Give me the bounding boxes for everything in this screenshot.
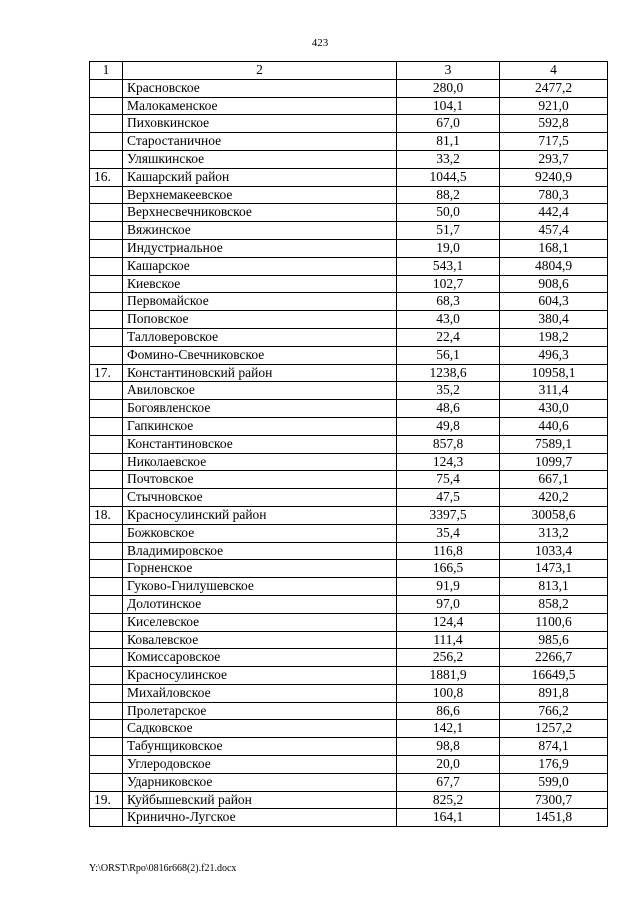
row-value-col3: 543,1	[397, 257, 500, 275]
row-name: Пролетарское	[123, 702, 397, 720]
row-index	[90, 524, 123, 542]
table-row	[90, 364, 608, 382]
row-value-col3: 51,7	[397, 222, 500, 240]
file-path-footer: Y:\ORST\Rpo\0816r668(2).f21.docx	[89, 863, 237, 874]
row-value-col3: 1238,6	[397, 364, 500, 382]
table-row	[90, 506, 608, 524]
row-name: Михайловское	[123, 684, 397, 702]
row-name: Фомино-Свечниковское	[123, 346, 397, 364]
row-value-col3: 68,3	[397, 293, 500, 311]
row-name: Верхнесвечниковское	[123, 204, 397, 222]
row-value-col4: 7589,1	[500, 435, 608, 453]
row-index	[90, 471, 123, 489]
row-value-col4: 311,4	[500, 382, 608, 400]
row-name: Вяжинское	[123, 222, 397, 240]
table-row	[90, 400, 608, 418]
row-value-col3: 116,8	[397, 542, 500, 560]
row-index	[90, 79, 123, 97]
row-name: Красновское	[123, 79, 397, 97]
row-index	[90, 293, 123, 311]
row-value-col3: 43,0	[397, 311, 500, 329]
row-value-col3: 35,2	[397, 382, 500, 400]
row-value-col4: 10958,1	[500, 364, 608, 382]
row-value-col3: 3397,5	[397, 506, 500, 524]
row-value-col4: 440,6	[500, 417, 608, 435]
row-index	[90, 275, 123, 293]
row-name: Индустриальное	[123, 239, 397, 257]
row-value-col3: 111,4	[397, 631, 500, 649]
row-name: Старостаничное	[123, 133, 397, 151]
row-value-col4: 766,2	[500, 702, 608, 720]
table-row	[90, 257, 608, 275]
row-name: Малокаменское	[123, 97, 397, 115]
row-name: Верхнемакеевское	[123, 186, 397, 204]
table-row	[90, 773, 608, 791]
row-value-col4: 667,1	[500, 471, 608, 489]
row-value-col3: 86,6	[397, 702, 500, 720]
row-name: Константиновский район	[123, 364, 397, 382]
row-value-col4: 380,4	[500, 311, 608, 329]
row-index	[90, 417, 123, 435]
row-index	[90, 382, 123, 400]
row-name: Комиссаровское	[123, 649, 397, 667]
table-row	[90, 204, 608, 222]
row-index	[90, 667, 123, 685]
table-row	[90, 471, 608, 489]
table-row	[90, 417, 608, 435]
row-name: Табунщиковское	[123, 738, 397, 756]
row-value-col3: 47,5	[397, 489, 500, 507]
table-row	[90, 435, 608, 453]
table-row	[90, 79, 608, 97]
table-row	[90, 702, 608, 720]
row-name: Ударниковское	[123, 773, 397, 791]
row-value-col4: 176,9	[500, 756, 608, 774]
row-index	[90, 257, 123, 275]
table-row	[90, 684, 608, 702]
header-col-4: 4	[500, 62, 608, 80]
row-value-col4: 813,1	[500, 578, 608, 596]
row-value-col4: 874,1	[500, 738, 608, 756]
row-index	[90, 311, 123, 329]
table-row	[90, 453, 608, 471]
table-row	[90, 791, 608, 809]
row-value-col4: 313,2	[500, 524, 608, 542]
row-name: Стычновское	[123, 489, 397, 507]
table-row	[90, 239, 608, 257]
table-row	[90, 524, 608, 542]
row-value-col4: 442,4	[500, 204, 608, 222]
table-row	[90, 275, 608, 293]
row-index	[90, 186, 123, 204]
page-number: 423	[311, 37, 329, 49]
row-value-col4: 7300,7	[500, 791, 608, 809]
row-name: Константиновское	[123, 435, 397, 453]
row-index	[90, 773, 123, 791]
row-index: 19.	[90, 791, 123, 809]
row-value-col4: 2477,2	[500, 79, 608, 97]
row-value-col4: 496,3	[500, 346, 608, 364]
row-value-col3: 19,0	[397, 239, 500, 257]
row-index	[90, 720, 123, 738]
table-header-row	[90, 62, 608, 80]
row-index: 16.	[90, 168, 123, 186]
row-name: Богоявленское	[123, 400, 397, 418]
table-row	[90, 578, 608, 596]
row-name: Горненское	[123, 560, 397, 578]
row-value-col4: 908,6	[500, 275, 608, 293]
row-value-col4: 16649,5	[500, 667, 608, 685]
row-name: Киевское	[123, 275, 397, 293]
row-value-col4: 168,1	[500, 239, 608, 257]
row-value-col4: 1033,4	[500, 542, 608, 560]
row-value-col4: 1257,2	[500, 720, 608, 738]
row-index	[90, 489, 123, 507]
row-value-col4: 457,4	[500, 222, 608, 240]
table-row	[90, 97, 608, 115]
row-name: Киселевское	[123, 613, 397, 631]
row-name: Гапкинское	[123, 417, 397, 435]
row-value-col3: 22,4	[397, 328, 500, 346]
row-index: 17.	[90, 364, 123, 382]
row-index	[90, 400, 123, 418]
row-value-col3: 164,1	[397, 809, 500, 827]
row-value-col3: 56,1	[397, 346, 500, 364]
row-name: Садковское	[123, 720, 397, 738]
row-name: Первомайское	[123, 293, 397, 311]
table-row	[90, 115, 608, 133]
row-index	[90, 133, 123, 151]
row-index	[90, 222, 123, 240]
header-col-3: 3	[397, 62, 500, 80]
row-name: Кашарский район	[123, 168, 397, 186]
row-name: Ковалевское	[123, 631, 397, 649]
row-value-col3: 825,2	[397, 791, 500, 809]
table-row	[90, 613, 608, 631]
row-index	[90, 328, 123, 346]
row-value-col3: 102,7	[397, 275, 500, 293]
row-name: Талловеровское	[123, 328, 397, 346]
table-row	[90, 382, 608, 400]
row-value-col4: 592,8	[500, 115, 608, 133]
row-value-col3: 857,8	[397, 435, 500, 453]
row-name: Красносулинский район	[123, 506, 397, 524]
row-value-col3: 97,0	[397, 595, 500, 613]
row-value-col4: 1100,6	[500, 613, 608, 631]
table-row	[90, 560, 608, 578]
row-name: Кринично-Лугское	[123, 809, 397, 827]
row-index	[90, 649, 123, 667]
row-name: Авиловское	[123, 382, 397, 400]
row-index	[90, 578, 123, 596]
row-value-col4: 1473,1	[500, 560, 608, 578]
table-row	[90, 649, 608, 667]
row-value-col3: 100,8	[397, 684, 500, 702]
table-row	[90, 328, 608, 346]
row-index: 18.	[90, 506, 123, 524]
row-index	[90, 150, 123, 168]
row-index	[90, 595, 123, 613]
row-index	[90, 738, 123, 756]
row-value-col3: 1881,9	[397, 667, 500, 685]
row-name: Углеродовское	[123, 756, 397, 774]
row-value-col3: 166,5	[397, 560, 500, 578]
table-row	[90, 667, 608, 685]
table-row	[90, 311, 608, 329]
table-row	[90, 186, 608, 204]
header-col-1: 1	[90, 62, 123, 80]
row-value-col4: 293,7	[500, 150, 608, 168]
table-row	[90, 133, 608, 151]
table-row	[90, 150, 608, 168]
table-row	[90, 489, 608, 507]
row-value-col3: 81,1	[397, 133, 500, 151]
data-table	[89, 61, 608, 827]
row-value-col3: 88,2	[397, 186, 500, 204]
row-value-col3: 33,2	[397, 150, 500, 168]
row-value-col4: 717,5	[500, 133, 608, 151]
row-index	[90, 239, 123, 257]
row-value-col4: 858,2	[500, 595, 608, 613]
row-value-col3: 142,1	[397, 720, 500, 738]
row-name: Пиховкинское	[123, 115, 397, 133]
row-value-col3: 48,6	[397, 400, 500, 418]
row-value-col3: 124,3	[397, 453, 500, 471]
row-index	[90, 809, 123, 827]
row-value-col4: 891,8	[500, 684, 608, 702]
row-index	[90, 542, 123, 560]
row-value-col3: 1044,5	[397, 168, 500, 186]
row-name: Кашарское	[123, 257, 397, 275]
row-value-col3: 98,8	[397, 738, 500, 756]
row-index	[90, 97, 123, 115]
table-row	[90, 631, 608, 649]
row-name: Долотинское	[123, 595, 397, 613]
row-value-col4: 1099,7	[500, 453, 608, 471]
row-index	[90, 560, 123, 578]
table-row	[90, 756, 608, 774]
row-value-col3: 50,0	[397, 204, 500, 222]
row-value-col3: 35,4	[397, 524, 500, 542]
row-name: Почтовское	[123, 471, 397, 489]
row-value-col4: 430,0	[500, 400, 608, 418]
table-row	[90, 542, 608, 560]
row-value-col4: 780,3	[500, 186, 608, 204]
row-name: Куйбышевский район	[123, 791, 397, 809]
row-name: Гуково-Гнилушевское	[123, 578, 397, 596]
table-row	[90, 346, 608, 364]
row-index	[90, 613, 123, 631]
row-name: Владимировское	[123, 542, 397, 560]
row-index	[90, 756, 123, 774]
row-index	[90, 684, 123, 702]
row-value-col4: 30058,6	[500, 506, 608, 524]
table-row	[90, 595, 608, 613]
row-value-col4: 599,0	[500, 773, 608, 791]
row-index	[90, 631, 123, 649]
row-index	[90, 115, 123, 133]
table-body	[90, 79, 608, 826]
row-value-col4: 985,6	[500, 631, 608, 649]
row-value-col3: 20,0	[397, 756, 500, 774]
row-value-col4: 604,3	[500, 293, 608, 311]
table-row	[90, 293, 608, 311]
row-value-col4: 1451,8	[500, 809, 608, 827]
row-value-col4: 420,2	[500, 489, 608, 507]
row-name: Николаевское	[123, 453, 397, 471]
row-value-col4: 9240,9	[500, 168, 608, 186]
row-value-col3: 67,7	[397, 773, 500, 791]
row-value-col3: 124,4	[397, 613, 500, 631]
row-index	[90, 435, 123, 453]
row-value-col3: 256,2	[397, 649, 500, 667]
row-name: Красносулинское	[123, 667, 397, 685]
row-value-col4: 921,0	[500, 97, 608, 115]
table-row	[90, 738, 608, 756]
row-name: Уляшкинское	[123, 150, 397, 168]
row-value-col3: 75,4	[397, 471, 500, 489]
table-row	[90, 809, 608, 827]
row-index	[90, 204, 123, 222]
row-value-col4: 2266,7	[500, 649, 608, 667]
row-value-col4: 4804,9	[500, 257, 608, 275]
row-index	[90, 702, 123, 720]
table-row	[90, 222, 608, 240]
row-index	[90, 346, 123, 364]
row-value-col3: 91,9	[397, 578, 500, 596]
row-index	[90, 453, 123, 471]
row-value-col3: 49,8	[397, 417, 500, 435]
header-col-2: 2	[123, 62, 397, 80]
row-name: Божковское	[123, 524, 397, 542]
table-row	[90, 168, 608, 186]
row-value-col3: 67,0	[397, 115, 500, 133]
row-value-col3: 280,0	[397, 79, 500, 97]
table-row	[90, 720, 608, 738]
row-name: Поповское	[123, 311, 397, 329]
row-value-col3: 104,1	[397, 97, 500, 115]
row-value-col4: 198,2	[500, 328, 608, 346]
